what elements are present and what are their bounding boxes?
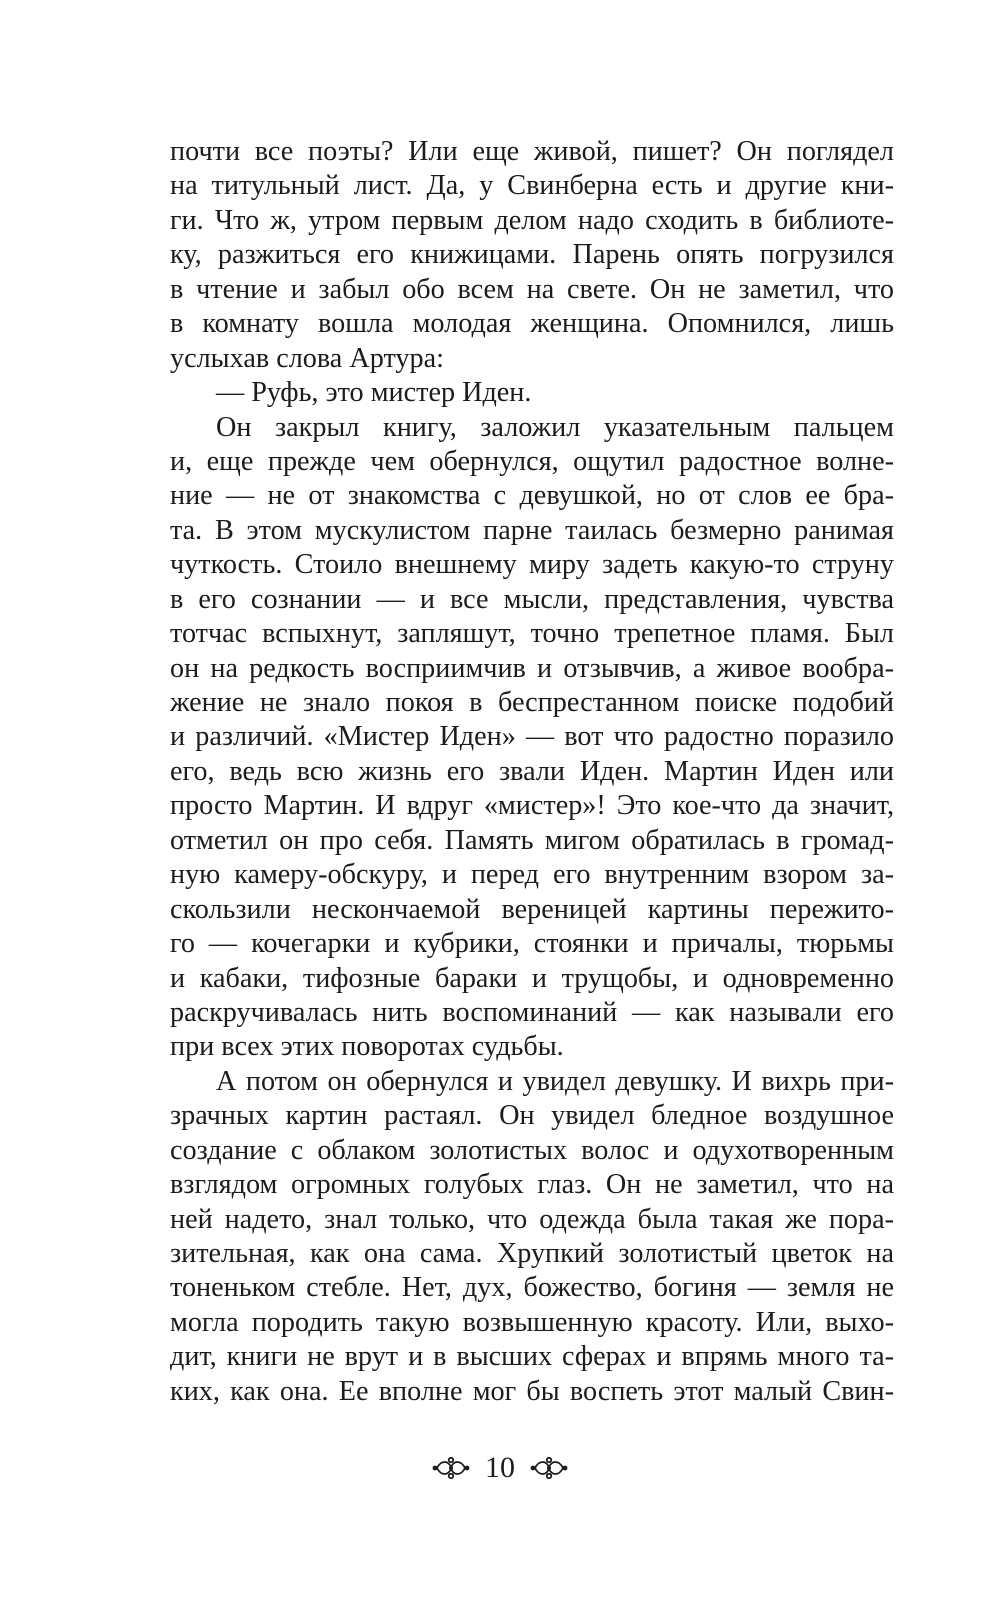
text-line: в чтение и забыл обо всем на свете. Он не заметил, что [170, 273, 894, 305]
text-line: ку, разжиться его книжицами. Парень опять погрузился [170, 239, 894, 271]
text-line: при всех этих поворотах судьбы. [170, 1031, 564, 1063]
text-line: ние — не от знакомства с девушкой, но от слов ее бра- [170, 480, 894, 512]
text-line: и различий. «Мистер Иден» — вот что радостно поразило [170, 721, 894, 753]
text-line: зрачных картин растаял. Он увидел бледное воздушное [170, 1100, 894, 1132]
paragraph-start-line: А потом он обернулся и увидел девушку. И вихрь при- [216, 1065, 894, 1097]
text-line: тотчас вспыхнут, запляшут, точно трепетное пламя. Был [170, 618, 894, 650]
text-line: чуткость. Стоило внешнему миру задеть какую-то струну [170, 549, 894, 581]
dialogue-line: — Руфь, это мистер Иден. [216, 377, 532, 409]
text-line: услыхав слова Артура: [170, 342, 444, 374]
text-line: взглядом огромных голубых глаз. Он не заметил, что на [170, 1169, 894, 1201]
text-line: создание с облаком золотистых волос и одухотворенным [170, 1134, 894, 1166]
page-footer [0, 1446, 1000, 1490]
floral-ornament-left-icon [431, 1454, 471, 1482]
text-line: раскручивалась нить воспоминаний — как называли его [170, 996, 894, 1028]
text-line: скользили нескончаемой вереницей картины пережито- [170, 893, 894, 925]
text-line: ги. Что ж, утром первым делом надо сходить в библиоте- [170, 204, 894, 236]
text-line: отметил он про себя. Память мигом обратилась в громад- [170, 824, 894, 856]
text-line: ких, как она. Ее вполне мог бы воспеть этот малый Свин- [170, 1375, 894, 1407]
text-line: и кабаки, тифозные бараки и трущобы, и одновременно [170, 962, 894, 994]
text-line: ную камеру-обскуру, и перед его внутренним взором за- [170, 859, 894, 891]
body-text [170, 135, 894, 1409]
text-line: го — кочегарки и кубрики, стоянки и причалы, тюрьмы [170, 928, 894, 960]
text-line: ней надето, знал только, что одежда была такая же пора- [170, 1203, 894, 1235]
text-line: дит, книги не врут и в высших сферах и впрямь много та- [170, 1341, 894, 1373]
text-line: та. В этом мускулистом парне таилась безмерно ранимая [170, 514, 894, 546]
text-line: жение не знало покоя в беспрестанном поиске подобий [170, 687, 894, 718]
text-line: и, еще прежде чем обернулся, ощутил радостное волне- [170, 445, 894, 477]
floral-ornament-right-icon [529, 1454, 569, 1482]
text-line: почти все поэты? Или еще живой, пишет? Он поглядел [170, 136, 894, 167]
text-line: зительная, как она сама. Хрупкий золотистый цветок на [170, 1238, 894, 1269]
text-line: тоненьком стебле. Нет, дух, божество, богиня — земля не [170, 1272, 894, 1304]
paragraph-start-line: Он закрыл книгу, заложил указательным пальцем [216, 411, 894, 443]
text-line: просто Мартин. И вдруг «мистер»! Это кое-что да значит, [170, 790, 894, 822]
text-line: могла породить такую возвышенную красоту. Или, выхо- [170, 1306, 894, 1338]
text-line: он на редкость восприимчив и отзывчив, а живое вообра- [170, 652, 894, 684]
text-line: его, ведь всю жизнь его звали Иден. Мартин Иден или [170, 755, 894, 787]
text-line: в его сознании — и все мысли, представления, чувства [170, 583, 894, 615]
page-number: 10 [485, 1451, 515, 1484]
text-line: на титульный лист. Да, у Свинберна есть и другие кни- [170, 170, 894, 202]
text-line: в комнату вошла молодая женщина. Опомнился, лишь [170, 308, 894, 340]
